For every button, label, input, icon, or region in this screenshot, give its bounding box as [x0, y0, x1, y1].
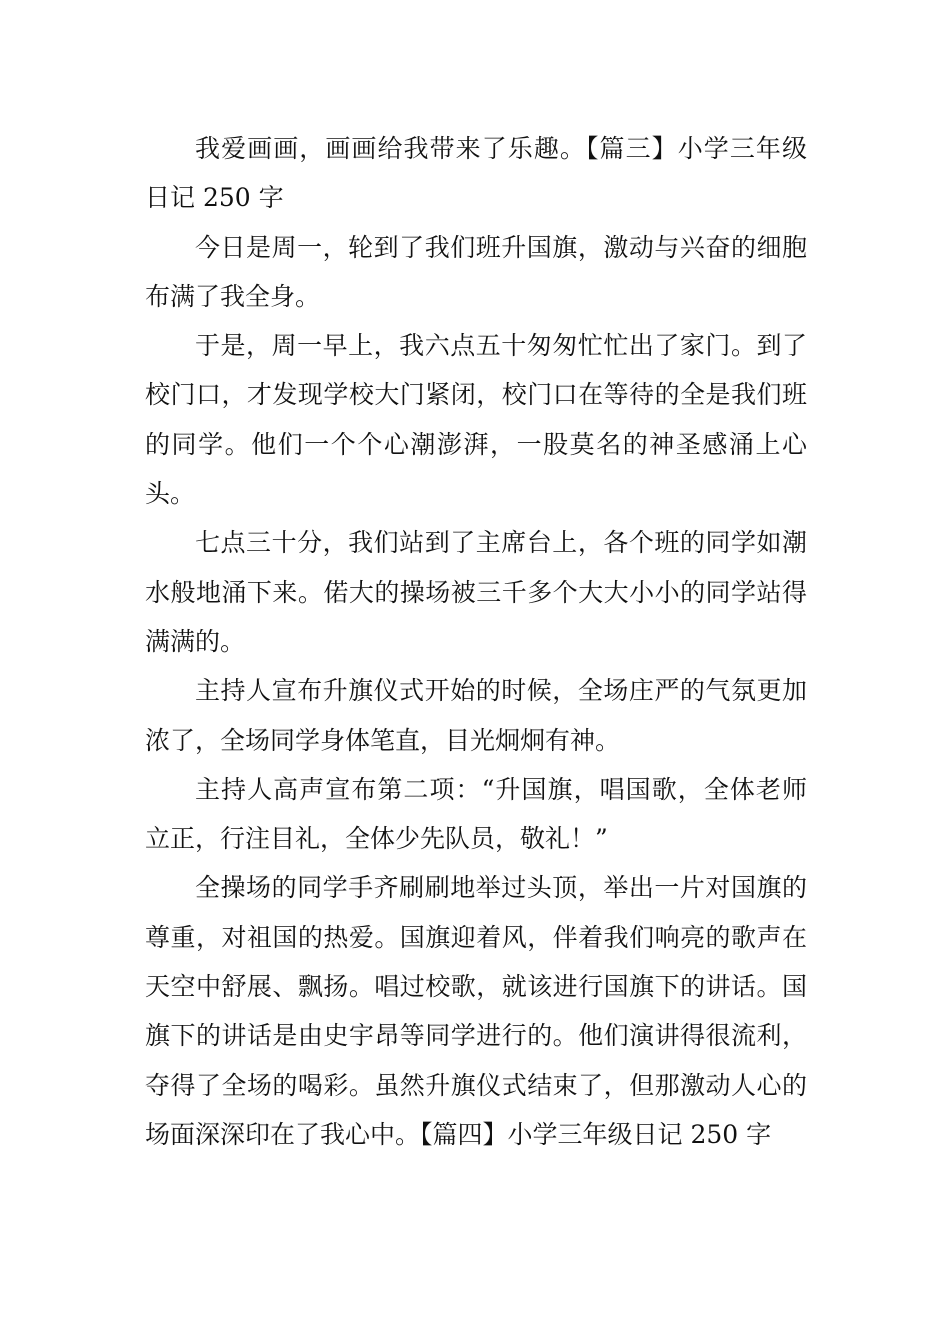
paragraph: 主持人高声宣布第二项：“升国旗，唱国歌，全体老师立正，行注目礼，全体少先队员，敬礼！” — [145, 774, 807, 854]
paragraph: 七点三十分，我们站到了主席台上，各个班的同学如潮水般地涌下来。偌大的操场被三千多个大大小小的同学站得满满的。 — [145, 528, 807, 656]
paragraph: 今日是周一，轮到了我们班升国旗，激动与兴奋的细胞布满了我全身。 — [145, 232, 807, 311]
paragraph: 全操场的同学手齐刷刷地举过头顶，举出一片对国旗的尊重，对祖国的热爱。国旗迎着风，伴着我们响亮的歌声在天空中舒展、飘扬。唱过校歌，就该进行国旗下的讲话。国旗下的讲话是由史宇昂等同学进行的。他们演讲得很流利，夺得了全场的喝彩。虽然升旗仪式结束了，但那激动人心的场面深深印在了我心中。【篇四】小学三年级日记 250 字 — [145, 873, 807, 1149]
paragraph: 我爱画画，画画给我带来了乐趣。【篇三】小学三年级日记 250 字 — [145, 134, 807, 213]
paragraph: 主持人宣布升旗仪式开始的时候，全场庄严的气氛更加浓了，全场同学身体笔直，目光炯炯有神。 — [145, 676, 807, 755]
paragraph: 于是，周一早上，我六点五十匆匆忙忙出了家门。到了校门口，才发现学校大门紧闭，校门口在等待的全是我们班的同学。他们一个个心潮澎湃，一股莫名的神圣感涌上心头。 — [145, 331, 807, 509]
document-body — [145, 124, 807, 1159]
